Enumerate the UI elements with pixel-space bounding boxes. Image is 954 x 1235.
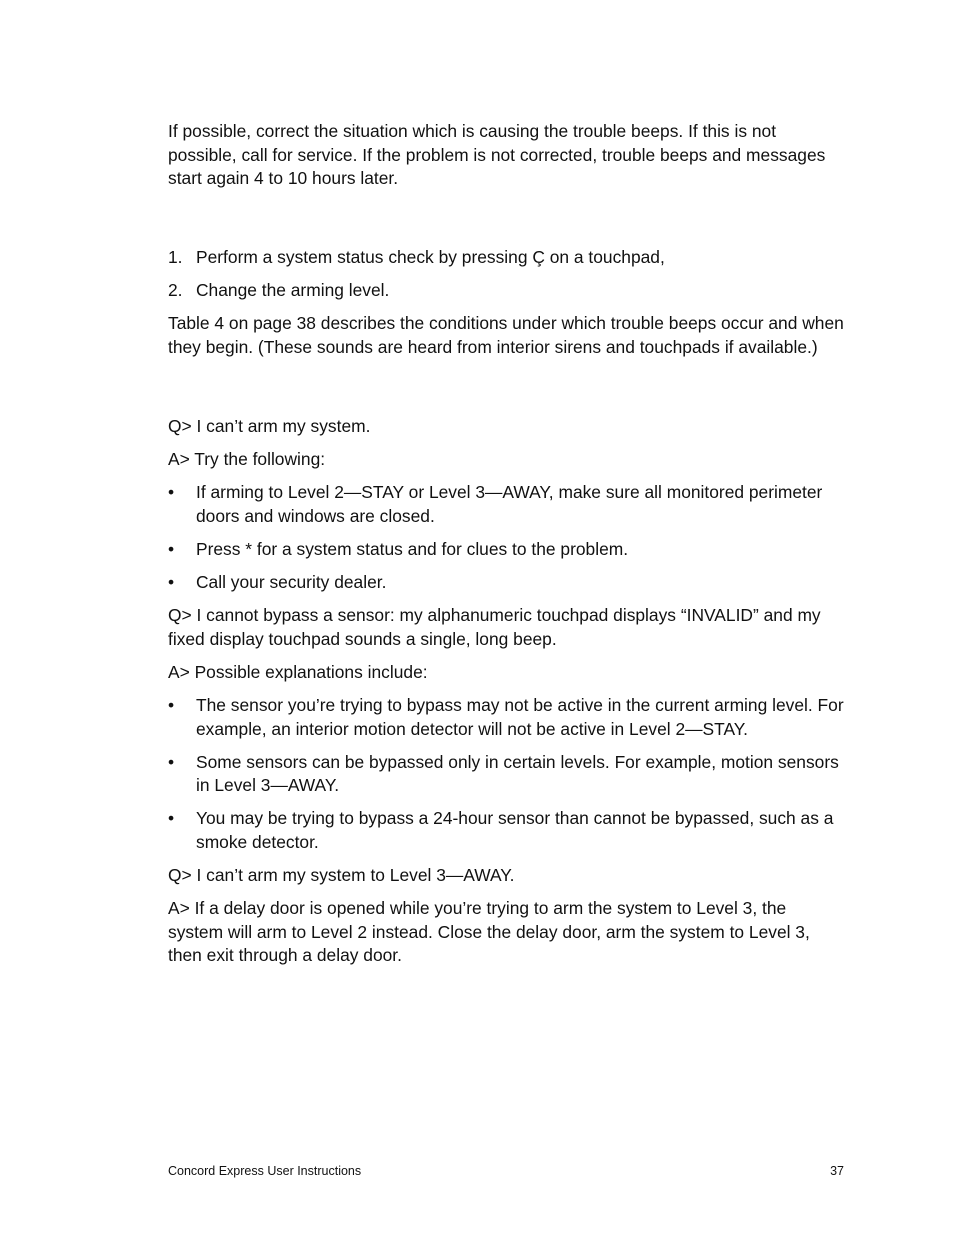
section-spacer (168, 369, 844, 415)
section-spacer (168, 200, 844, 246)
step-text: Change the arming level. (196, 280, 390, 301)
step-text: Perform a system status check by pressing Ç on a touchpad, (196, 247, 665, 268)
step-number: 1. (168, 247, 183, 268)
bullet-text: Press * for a system status and for clues to the problem. (196, 539, 629, 560)
bullet-item (168, 807, 844, 854)
footer-title: Concord Express User Instructions (168, 1164, 362, 1178)
question-1: Q> I can’t arm my system. (168, 416, 371, 437)
steps-list (168, 246, 844, 303)
question-2: Q> I cannot bypass a sensor: my alphanumeric touchpad displays “INVALID” and my fixed display touchpad sounds a single, long beep. (168, 605, 821, 649)
bullet-text: You may be trying to bypass a 24-hour sensor than cannot be bypassed, such as a smoke detector. (196, 808, 834, 852)
answer-1-bullets (168, 481, 844, 594)
bullet-icon: • (168, 808, 175, 829)
bullet-item (168, 538, 844, 562)
bullet-text: Some sensors can be bypassed only in certain levels. For example, motion sensors in Level 3—AWAY. (196, 751, 839, 796)
bullet-icon: • (168, 539, 175, 560)
bullet-icon: • (168, 482, 175, 503)
answer-2-bullets (168, 694, 844, 855)
bullet-text: If arming to Level 2—STAY or Level 3—AWAY, make sure all monitored perimeter doors and windows are closed. (196, 482, 823, 526)
answer-1: A> Try the following: (168, 449, 326, 470)
document-page (168, 120, 844, 977)
answer-3: A> If a delay door is opened while you’re trying to arm the system to Level 3, the system will arm to Level 2 instead. Close the delay door, arm the system to Level 3, then exit through a delay door. (168, 898, 810, 966)
bullet-item (168, 571, 844, 595)
bullet-item (168, 751, 844, 798)
bullet-text: The sensor you’re trying to bypass may not be active in the current arming level. For example, an interior motion detector will not be active in Level 2—STAY. (196, 695, 844, 739)
bullet-icon: • (168, 751, 175, 772)
bullet-icon: • (168, 695, 175, 715)
answer-2: A> Possible explanations include: (168, 661, 428, 682)
bullet-item (168, 694, 844, 741)
bullet-icon: • (168, 572, 175, 593)
table-note-paragraph: Table 4 on page 38 describes the conditions under which trouble beeps occur and when they begin. (These sounds are heard from interior sirens and touchpads if available.) (168, 313, 844, 358)
step-item (168, 246, 844, 270)
bullet-text: Call your security dealer. (196, 572, 387, 593)
intro-paragraph: If possible, correct the situation which is causing the trouble beeps. If this is not possible, call for service. If the problem is not corrected, trouble beeps and messages start again 4 to 10 hours later. (168, 121, 826, 189)
page-number: 37 (830, 1164, 844, 1178)
step-item (168, 279, 844, 303)
bullet-item (168, 481, 844, 528)
question-3: Q> I can’t arm my system to Level 3—AWAY. (168, 865, 515, 886)
step-number: 2. (168, 280, 183, 301)
